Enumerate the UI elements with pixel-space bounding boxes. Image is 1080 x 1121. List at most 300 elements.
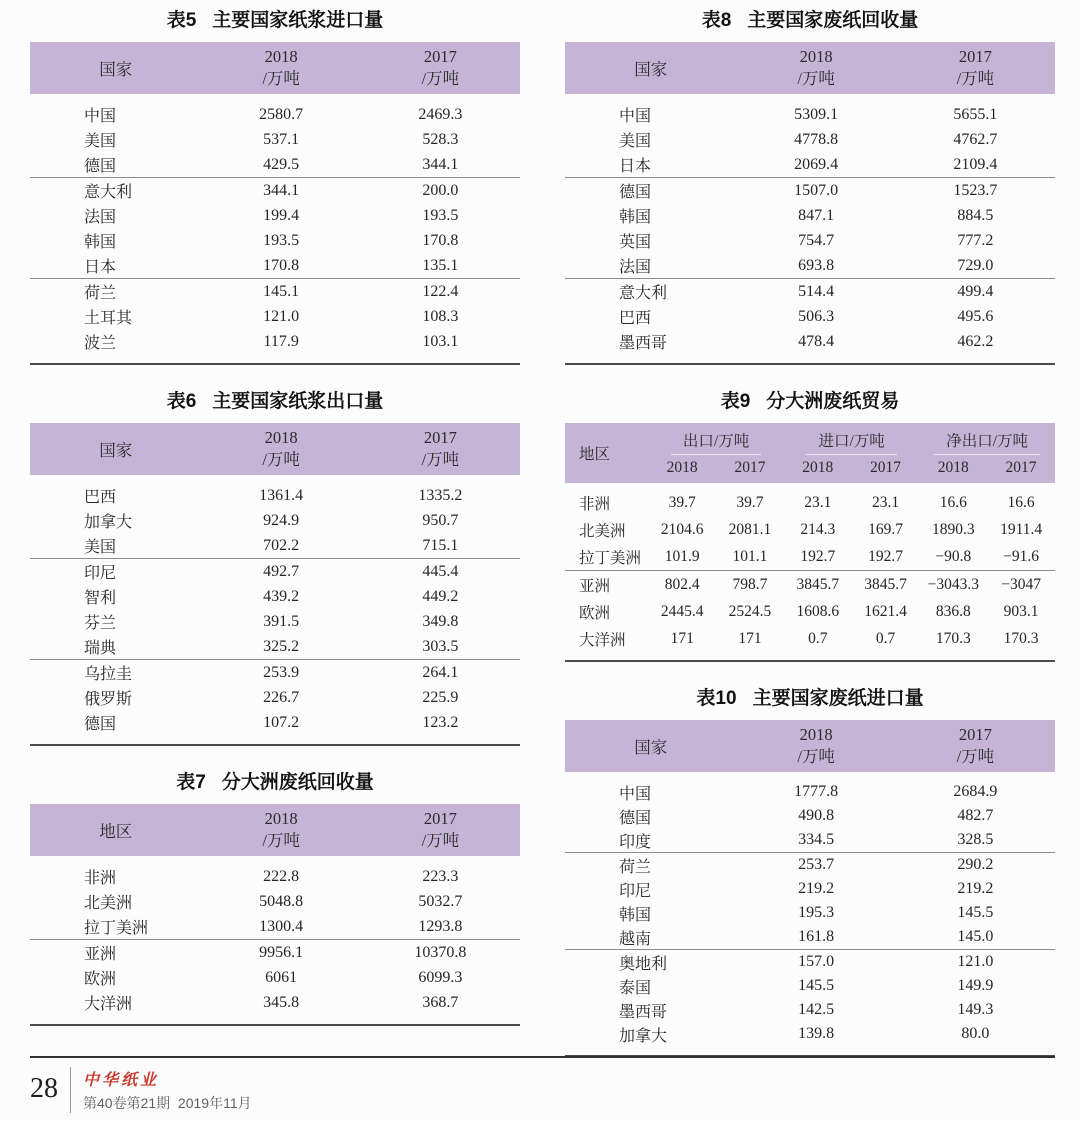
cell-2017: 145.5 bbox=[957, 904, 994, 921]
table-row bbox=[565, 780, 1055, 804]
table-row bbox=[565, 253, 1055, 278]
unit-label: /万吨 bbox=[956, 69, 995, 88]
header-year-col bbox=[202, 427, 361, 472]
left-column bbox=[30, 6, 520, 1083]
cell-2017: 145.0 bbox=[957, 928, 994, 945]
table-row bbox=[30, 203, 520, 228]
row-label: 德国 bbox=[619, 809, 652, 827]
header-group-text: 出口/万吨 bbox=[671, 429, 761, 455]
cell-2017: 123.2 bbox=[422, 713, 459, 731]
unit-label: /万吨 bbox=[262, 831, 300, 850]
right-column bbox=[565, 6, 1055, 1083]
cell-2017: 5032.7 bbox=[418, 892, 463, 910]
header-region-label: 地区 bbox=[579, 446, 611, 463]
cell-2017: 223.3 bbox=[422, 867, 459, 885]
table-row bbox=[565, 1022, 1055, 1046]
cell-2017: 950.7 bbox=[422, 511, 459, 529]
row-label: 中国 bbox=[619, 785, 652, 803]
cell-2017: 149.3 bbox=[957, 1001, 994, 1018]
cell-2018: 222.8 bbox=[263, 867, 300, 885]
table-row bbox=[30, 483, 520, 508]
table-row bbox=[30, 584, 520, 609]
table-cell: 3845.7 bbox=[796, 575, 840, 593]
table-row bbox=[30, 228, 520, 253]
header-first-col: 地区 bbox=[99, 822, 133, 841]
cell-2018: 253.9 bbox=[263, 663, 300, 681]
header-year-col bbox=[361, 46, 520, 91]
cell-2018: 6061 bbox=[265, 968, 298, 986]
cell-2017: 1335.2 bbox=[418, 486, 463, 504]
cell-2017: 482.7 bbox=[957, 807, 994, 824]
table-header bbox=[565, 42, 1055, 94]
row-label: 印尼 bbox=[84, 565, 117, 582]
cell-2018: 5048.8 bbox=[259, 892, 304, 910]
table-number: 表8 bbox=[701, 10, 732, 31]
cell-2018: 170.8 bbox=[263, 256, 300, 274]
cell-2018: 537.1 bbox=[263, 130, 300, 148]
table-title-text: 主要国家废纸进口量 bbox=[752, 688, 924, 709]
header-year-col bbox=[202, 808, 361, 853]
row-label: 加拿大 bbox=[84, 514, 133, 531]
table-cell: 1911.4 bbox=[1000, 520, 1043, 538]
table-number: 表9 bbox=[720, 391, 751, 412]
cell-2018: 5309.1 bbox=[794, 105, 839, 123]
cell-2017: 303.5 bbox=[422, 637, 459, 655]
table-row bbox=[30, 152, 520, 177]
cell-2018: 325.2 bbox=[263, 637, 300, 655]
cell-2018: 334.5 bbox=[798, 831, 835, 848]
cell-2018: 4778.8 bbox=[794, 130, 839, 148]
row-label: 英国 bbox=[619, 234, 652, 251]
table-row bbox=[30, 685, 520, 710]
row-label: 韩国 bbox=[84, 234, 117, 251]
header-year-label: 2017 bbox=[1005, 459, 1037, 476]
page-footer bbox=[30, 1056, 1055, 1113]
row-label: 波兰 bbox=[84, 335, 117, 352]
cell-2018: 429.5 bbox=[263, 155, 300, 173]
table-body bbox=[30, 94, 520, 365]
cell-2018: 1507.0 bbox=[794, 181, 839, 199]
cell-2017: 884.5 bbox=[957, 206, 994, 224]
header-year-row bbox=[648, 455, 1055, 481]
cell-2017: 149.9 bbox=[957, 977, 994, 994]
table-cell: 192.7 bbox=[868, 547, 903, 565]
cell-2018: 226.7 bbox=[263, 688, 300, 706]
row-label: 荷兰 bbox=[619, 858, 652, 876]
row-label: 智利 bbox=[84, 590, 117, 607]
table-row bbox=[30, 990, 520, 1015]
table-row bbox=[565, 925, 1055, 949]
cell-2017: 200.0 bbox=[422, 181, 459, 199]
row-label: 欧洲 bbox=[84, 971, 117, 988]
row-label: 意大利 bbox=[619, 285, 668, 302]
row-region-label: 非洲 bbox=[579, 495, 611, 513]
row-label: 德国 bbox=[84, 716, 117, 733]
table-title-text: 主要国家废纸回收量 bbox=[747, 10, 919, 31]
table-cell: −90.8 bbox=[935, 547, 972, 565]
table-row bbox=[565, 127, 1055, 152]
table-title bbox=[565, 10, 1055, 32]
year-label: 2018 bbox=[264, 808, 298, 828]
header-year-col bbox=[896, 46, 1055, 91]
row-label: 日本 bbox=[84, 259, 117, 276]
row-label: 墨西哥 bbox=[619, 1003, 668, 1021]
cell-2018: 142.5 bbox=[798, 1001, 835, 1018]
header-first-col: 国家 bbox=[634, 738, 668, 757]
cell-2018: 117.9 bbox=[263, 332, 299, 350]
cell-2017: 80.0 bbox=[961, 1025, 990, 1042]
table-wastepaper-recovery-by-continent bbox=[30, 772, 520, 1026]
row-label: 韩国 bbox=[619, 906, 652, 924]
journal-logo: 中华纸业 bbox=[83, 1070, 160, 1089]
table-cell: 170.3 bbox=[935, 629, 971, 647]
row-region-label: 亚洲 bbox=[579, 577, 611, 595]
unit-label: /万吨 bbox=[421, 450, 460, 469]
cell-2018: 702.2 bbox=[263, 536, 300, 554]
table-cell: 16.6 bbox=[939, 493, 967, 511]
cell-2017: 2109.4 bbox=[953, 155, 998, 173]
row-label: 芬兰 bbox=[84, 615, 117, 632]
cell-2017: 349.8 bbox=[422, 612, 459, 630]
table-number: 表6 bbox=[166, 391, 197, 412]
table-cell: 39.7 bbox=[668, 493, 696, 511]
table-row bbox=[565, 516, 1055, 543]
cell-2017: 729.0 bbox=[957, 256, 994, 274]
table-row bbox=[565, 543, 1055, 570]
header-year-col bbox=[737, 46, 896, 91]
cell-2018: 193.5 bbox=[263, 231, 300, 249]
row-label: 非洲 bbox=[84, 870, 117, 887]
unit-label: /万吨 bbox=[421, 831, 460, 850]
cell-2017: 1523.7 bbox=[953, 181, 998, 199]
row-label: 荷兰 bbox=[84, 285, 117, 302]
row-label: 加拿大 bbox=[619, 1027, 668, 1045]
table-cell: 2081.1 bbox=[728, 520, 772, 538]
table-cell: 1890.3 bbox=[932, 520, 975, 538]
table-row bbox=[30, 253, 520, 278]
cell-2018: 492.7 bbox=[263, 562, 300, 580]
table-cell: −3047 bbox=[1001, 575, 1041, 593]
table-row bbox=[565, 102, 1055, 127]
table-header bbox=[30, 423, 520, 475]
table-row bbox=[565, 329, 1055, 354]
table-cell: 2104.6 bbox=[660, 520, 704, 538]
row-label: 墨西哥 bbox=[619, 335, 668, 352]
cell-2017: 2469.3 bbox=[418, 105, 463, 123]
table-row bbox=[565, 203, 1055, 228]
header-group-label bbox=[784, 429, 920, 455]
table-cell: −3043.3 bbox=[927, 575, 979, 593]
cell-2017: 5655.1 bbox=[953, 105, 998, 123]
cell-2017: 103.1 bbox=[422, 332, 459, 350]
row-label: 美国 bbox=[84, 539, 117, 556]
table-cell: −91.6 bbox=[1003, 547, 1040, 565]
row-region-label: 北美洲 bbox=[579, 522, 626, 540]
cell-2017: 193.5 bbox=[422, 206, 459, 224]
table-body bbox=[565, 483, 1055, 662]
row-label: 韩国 bbox=[619, 209, 652, 226]
cell-2018: 1300.4 bbox=[259, 917, 304, 935]
cell-2018: 506.3 bbox=[798, 307, 835, 325]
header-year-label: 2017 bbox=[734, 459, 766, 476]
year-label: 2017 bbox=[958, 46, 992, 66]
cell-2017: 462.2 bbox=[957, 332, 994, 350]
cell-2018: 478.4 bbox=[798, 332, 835, 350]
row-label: 中国 bbox=[619, 108, 652, 125]
header-group-row bbox=[648, 425, 1055, 455]
table-row bbox=[30, 864, 520, 889]
cell-2018: 847.1 bbox=[798, 206, 835, 224]
table-row bbox=[565, 625, 1055, 652]
table-row bbox=[565, 949, 1055, 974]
cell-2017: 170.8 bbox=[422, 231, 459, 249]
cell-2018: 199.4 bbox=[263, 206, 300, 224]
table-row bbox=[30, 609, 520, 634]
cell-2018: 439.2 bbox=[263, 587, 300, 605]
header-year-label: 2018 bbox=[802, 459, 834, 476]
table-row bbox=[30, 177, 520, 203]
cell-2018: 219.2 bbox=[798, 880, 835, 897]
year-label: 2017 bbox=[423, 427, 457, 447]
cell-2017: 264.1 bbox=[422, 663, 459, 681]
cell-2017: 121.0 bbox=[957, 953, 994, 970]
cell-2017: 122.4 bbox=[422, 282, 459, 300]
cell-2018: 345.8 bbox=[263, 993, 300, 1011]
table-row bbox=[565, 598, 1055, 625]
table-title-text: 分大洲废纸回收量 bbox=[221, 772, 374, 793]
cell-2017: 528.3 bbox=[422, 130, 459, 148]
table-header bbox=[565, 423, 1055, 483]
cell-2018: 145.1 bbox=[263, 282, 300, 300]
unit-label: /万吨 bbox=[956, 747, 995, 766]
table-number: 表10 bbox=[696, 688, 737, 709]
unit-label: /万吨 bbox=[797, 747, 835, 766]
table-row bbox=[565, 152, 1055, 177]
cell-2018: 2069.4 bbox=[794, 155, 839, 173]
row-label: 大洋洲 bbox=[84, 996, 133, 1013]
table-cell: 903.1 bbox=[1003, 602, 1039, 620]
row-label: 越南 bbox=[619, 930, 652, 948]
unit-label: /万吨 bbox=[262, 450, 300, 469]
table-wastepaper-imports bbox=[565, 688, 1055, 1057]
year-label: 2018 bbox=[264, 427, 298, 447]
table-row bbox=[30, 278, 520, 304]
cell-2018: 157.0 bbox=[798, 953, 835, 970]
table-cell: 171 bbox=[738, 629, 762, 647]
row-label: 俄罗斯 bbox=[84, 691, 133, 708]
table-row bbox=[565, 228, 1055, 253]
table-cell: 836.8 bbox=[935, 602, 971, 620]
table-row bbox=[30, 939, 520, 965]
table-row bbox=[565, 998, 1055, 1022]
table-row bbox=[565, 852, 1055, 877]
cell-2017: 1293.8 bbox=[418, 917, 463, 935]
row-label: 亚洲 bbox=[84, 946, 117, 963]
cell-2017: 715.1 bbox=[422, 536, 459, 554]
table-cell: 192.7 bbox=[800, 547, 836, 565]
cell-2017: 10370.8 bbox=[414, 943, 467, 961]
row-label: 法国 bbox=[619, 259, 652, 276]
table-title-text: 分大洲废纸贸易 bbox=[766, 391, 900, 412]
table-row bbox=[30, 558, 520, 584]
table-row bbox=[30, 329, 520, 354]
table-row bbox=[565, 177, 1055, 203]
table-row bbox=[565, 877, 1055, 901]
table-row bbox=[565, 804, 1055, 828]
cell-2018: 391.5 bbox=[263, 612, 300, 630]
year-label: 2017 bbox=[423, 808, 457, 828]
row-label: 巴西 bbox=[619, 310, 652, 327]
cell-2018: 195.3 bbox=[798, 904, 835, 921]
table-cell: 0.7 bbox=[808, 629, 828, 647]
unit-label: /万吨 bbox=[262, 69, 300, 88]
table-row bbox=[30, 914, 520, 939]
header-columns bbox=[648, 423, 1055, 483]
cell-2018: 1777.8 bbox=[794, 783, 839, 800]
table-row bbox=[565, 489, 1055, 516]
header-first-col: 国家 bbox=[99, 60, 133, 79]
cell-2018: 161.8 bbox=[798, 928, 835, 945]
table-title bbox=[30, 10, 520, 32]
cell-2017: 445.4 bbox=[422, 562, 459, 580]
table-pulp-exports bbox=[30, 391, 520, 746]
header-group-text: 进口/万吨 bbox=[806, 429, 896, 455]
header-year-label: 2018 bbox=[937, 459, 969, 476]
footer-content bbox=[30, 1067, 1055, 1113]
cell-2018: 145.5 bbox=[798, 977, 835, 994]
table-row bbox=[565, 974, 1055, 998]
header-year-col bbox=[737, 724, 896, 769]
table-cell: 798.7 bbox=[732, 575, 768, 593]
cell-2018: 693.8 bbox=[798, 256, 835, 274]
table-row bbox=[565, 278, 1055, 304]
row-label: 乌拉圭 bbox=[84, 666, 133, 683]
table-row bbox=[30, 710, 520, 735]
row-label: 瑞典 bbox=[84, 640, 117, 657]
cell-2018: 107.2 bbox=[263, 713, 300, 731]
table-cell: 170.3 bbox=[1003, 629, 1039, 647]
row-label: 日本 bbox=[619, 158, 652, 175]
table-title bbox=[30, 391, 520, 413]
cell-2018: 253.7 bbox=[798, 856, 835, 873]
cell-2017: 6099.3 bbox=[418, 968, 463, 986]
issue-info: 第40卷第21期 2019年11月 bbox=[83, 1095, 252, 1111]
footer-divider bbox=[30, 1056, 1055, 1058]
page-number: 28 bbox=[30, 1073, 58, 1104]
row-label: 中国 bbox=[84, 108, 117, 125]
cell-2017: 495.6 bbox=[957, 307, 994, 325]
cell-2017: 328.5 bbox=[957, 831, 994, 848]
cell-2017: 344.1 bbox=[422, 155, 459, 173]
table-row bbox=[565, 828, 1055, 852]
table-row bbox=[565, 304, 1055, 329]
table-row bbox=[30, 304, 520, 329]
table-number: 表7 bbox=[176, 772, 206, 793]
year-label: 2018 bbox=[264, 46, 298, 66]
table-cell: 802.4 bbox=[664, 575, 700, 593]
cell-2018: 139.8 bbox=[798, 1025, 835, 1042]
table-cell: 171 bbox=[670, 629, 694, 647]
table-title-text: 主要国家纸浆出口量 bbox=[212, 391, 384, 412]
table-pulp-imports bbox=[30, 10, 520, 365]
table-body bbox=[565, 94, 1055, 365]
table-row bbox=[30, 508, 520, 533]
table-cell: 2445.4 bbox=[660, 602, 704, 620]
table-cell: 1621.4 bbox=[864, 602, 907, 620]
table-cell: 0.7 bbox=[875, 629, 896, 647]
row-label: 印度 bbox=[619, 833, 652, 851]
year-label: 2018 bbox=[799, 724, 833, 744]
unit-label: /万吨 bbox=[421, 69, 460, 88]
table-header bbox=[30, 42, 520, 94]
table-cell: 39.7 bbox=[736, 493, 764, 511]
table-number: 表5 bbox=[166, 10, 197, 31]
table-cell: 214.3 bbox=[800, 520, 836, 538]
table-row bbox=[565, 570, 1055, 598]
table-row bbox=[30, 889, 520, 914]
table-body bbox=[30, 475, 520, 746]
row-region-label: 欧洲 bbox=[579, 604, 611, 622]
header-group-text: 净出口/万吨 bbox=[934, 429, 1040, 455]
cell-2017: 449.2 bbox=[422, 587, 459, 605]
row-label: 泰国 bbox=[619, 979, 652, 997]
header-year-col bbox=[202, 46, 361, 91]
header-year-col bbox=[361, 808, 520, 853]
cell-2018: 344.1 bbox=[263, 181, 300, 199]
cell-2017: 368.7 bbox=[422, 993, 459, 1011]
table-cell: 1608.6 bbox=[796, 602, 840, 620]
table-body bbox=[30, 856, 520, 1026]
cell-2017: 777.2 bbox=[957, 231, 994, 249]
cell-2018: 2580.7 bbox=[259, 105, 304, 123]
table-title-text: 主要国家纸浆进口量 bbox=[212, 10, 384, 31]
row-label: 德国 bbox=[619, 184, 652, 201]
journal-info bbox=[83, 1067, 252, 1113]
cell-2018: 490.8 bbox=[798, 807, 835, 824]
row-label: 土耳其 bbox=[84, 310, 133, 327]
year-label: 2017 bbox=[423, 46, 457, 66]
row-label: 美国 bbox=[619, 133, 652, 150]
table-cell: 169.7 bbox=[868, 520, 903, 538]
table-header bbox=[30, 804, 520, 856]
row-label: 美国 bbox=[84, 133, 117, 150]
cell-2017: 135.1 bbox=[422, 256, 459, 274]
table-row bbox=[30, 102, 520, 127]
cell-2017: 225.9 bbox=[422, 688, 459, 706]
table-row bbox=[30, 659, 520, 685]
table-cell: 101.9 bbox=[664, 547, 700, 565]
table-cell: 101.1 bbox=[732, 547, 768, 565]
header-group-label bbox=[919, 429, 1055, 455]
year-label: 2017 bbox=[958, 724, 992, 744]
cell-2018: 121.0 bbox=[263, 307, 300, 325]
table-title bbox=[565, 391, 1055, 413]
row-label: 意大利 bbox=[84, 184, 133, 201]
row-label: 印尼 bbox=[619, 882, 652, 900]
table-title bbox=[565, 688, 1055, 710]
cell-2018: 924.9 bbox=[263, 511, 300, 529]
table-cell: 23.1 bbox=[804, 493, 832, 511]
row-label: 德国 bbox=[84, 158, 117, 175]
cell-2018: 754.7 bbox=[798, 231, 835, 249]
table-title bbox=[30, 772, 520, 794]
cell-2018: 1361.4 bbox=[259, 486, 304, 504]
cell-2018: 514.4 bbox=[798, 282, 835, 300]
row-label: 法国 bbox=[84, 209, 117, 226]
cell-2017: 4762.7 bbox=[953, 130, 998, 148]
table-header bbox=[565, 720, 1055, 772]
table-row bbox=[30, 965, 520, 990]
